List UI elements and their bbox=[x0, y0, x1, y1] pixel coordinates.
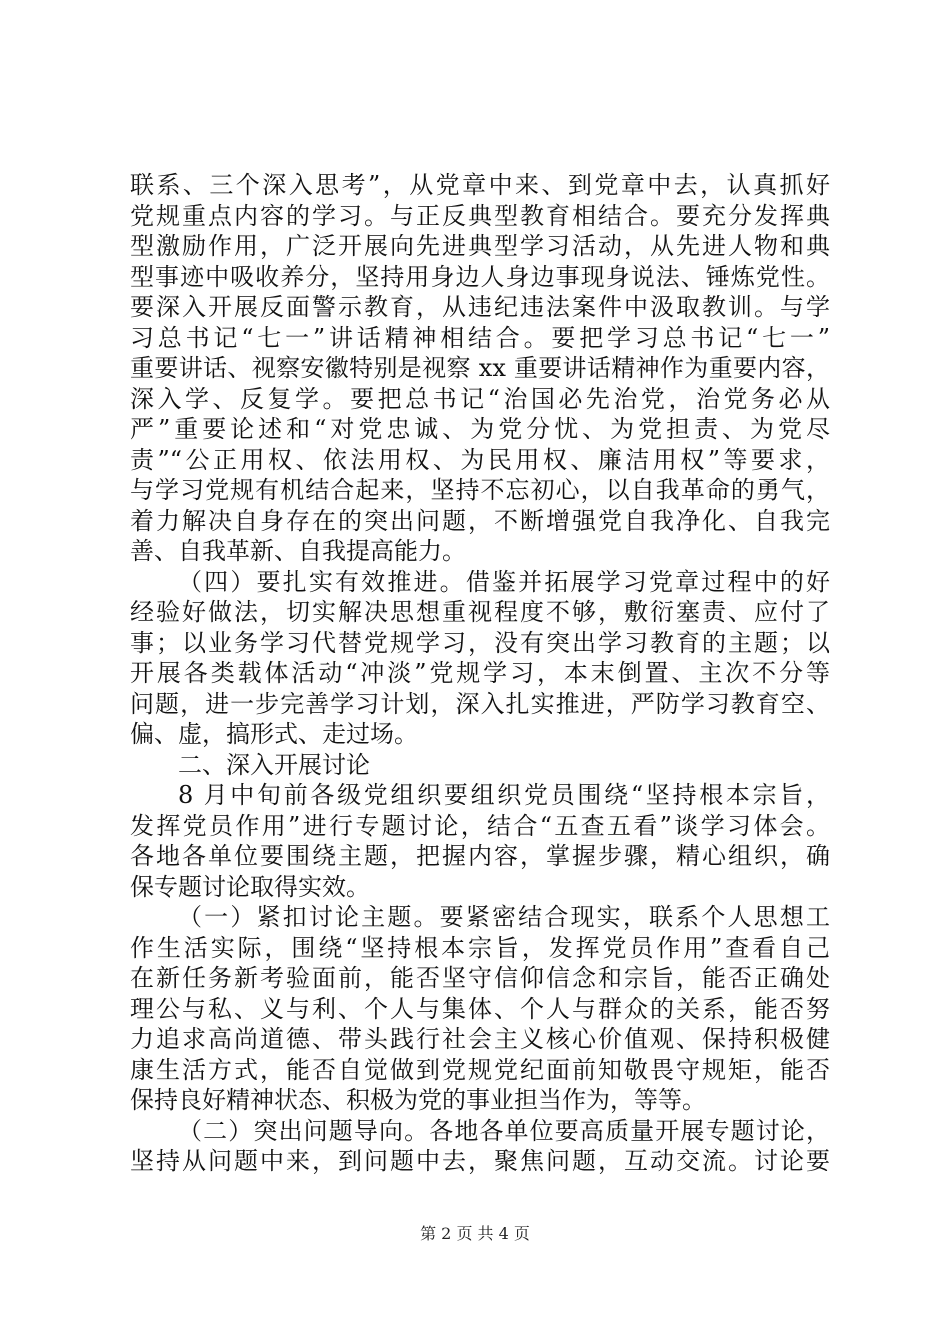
paragraph-start-line: （四）要扎实有效推进。借鉴并拓展学习党章过程中的好 bbox=[178, 567, 830, 596]
text-line: 在新任务新考验面前，能否坚守信仰信念和宗旨，能否正确处 bbox=[130, 964, 830, 992]
text-line: 各地各单位要围绕主题，把握内容，掌握步骤，精心组织，确 bbox=[130, 842, 830, 870]
text-line: 保持良好精神状态、积极为党的事业担当作为，等等。 bbox=[130, 1086, 706, 1114]
text-line: 理公与私、义与利、个人与集体、个人与群众的关系，能否努 bbox=[130, 994, 830, 1023]
text-line: 型激励作用，广泛开展向先进典型学习活动，从先进人物和典 bbox=[130, 232, 830, 260]
paragraph-start-line: （一）紧扣讨论主题。要紧密结合现实，联系个人思想工 bbox=[178, 903, 830, 931]
text-line: 与学习党规有机结合起来，坚持不忘初心，以自我革命的勇气， bbox=[130, 476, 830, 504]
text-line: 坚持从问题中来，到问题中去，聚焦问题，互动交流。讨论要 bbox=[130, 1147, 830, 1175]
text-line: 经验好做法，切实解决思想重视程度不够，敷衍塞责、应付了 bbox=[130, 598, 830, 626]
text-line: 型事迹中吸收养分，坚持用身边人身边事现身说法、锤炼党性。 bbox=[130, 262, 830, 291]
text-line: 着力解决自身存在的突出问题，不断增强党自我净化、自我完 bbox=[130, 506, 830, 535]
page-number-footer: 第 2 页 共 4 页 bbox=[420, 1224, 530, 1243]
paragraph-start-line: （二）突出问题导向。各地各单位要高质量开展专题讨论， bbox=[178, 1116, 830, 1145]
text-line: 康生活方式，能否自觉做到党规党纪面前知敬畏守规矩，能否 bbox=[130, 1055, 830, 1084]
paragraph-start-line: 8 月中旬前各级党组织要组织党员围绕“坚持根本宗旨， bbox=[178, 781, 830, 809]
text-line: 力追求高尚道德、带头践行社会主义核心价值观、保持积极健 bbox=[130, 1025, 830, 1053]
text-line: 重要讲话、视察安徽特别是视察 xx 重要讲话精神作为重要内容， bbox=[130, 354, 830, 382]
text-line: 要深入开展反面警示教育，从违纪违法案件中汲取教训。与学 bbox=[130, 293, 830, 321]
text-line: 偏、虚，搞形式、走过场。 bbox=[130, 720, 418, 748]
text-line: 习总书记“七一”讲话精神相结合。要把学习总书记“七一” bbox=[130, 323, 830, 352]
text-line: 党规重点内容的学习。与正反典型教育相结合。要充分发挥典 bbox=[130, 201, 830, 230]
text-line: 发挥党员作用”进行专题讨论，结合“五查五看”谈学习体会。 bbox=[130, 811, 830, 840]
text-line: 严”重要论述和“对党忠诚、为党分忧、为党担责、为党尽 bbox=[130, 415, 830, 443]
document-body bbox=[130, 170, 830, 1177]
text-line: 问题，进一步完善学习计划，深入扎实推进，严防学习教育空、 bbox=[130, 689, 830, 718]
section-heading: 二、深入开展讨论 bbox=[178, 750, 370, 779]
text-line: 责”“公正用权、依法用权、为民用权、廉洁用权”等要求， bbox=[130, 445, 830, 474]
text-line: 善、自我革新、自我提高能力。 bbox=[130, 537, 466, 565]
text-line: 联系、三个深入思考”，从党章中来、到党章中去，认真抓好 bbox=[130, 171, 830, 199]
text-line: 事；以业务学习代替党规学习，没有突出学习教育的主题；以 bbox=[130, 628, 830, 657]
text-line: 开展各类载体活动“冲淡”党规学习，本末倒置、主次不分等 bbox=[130, 659, 830, 687]
text-line: 作生活实际，围绕“坚持根本宗旨，发挥党员作用”查看自己 bbox=[130, 933, 830, 962]
text-line: 保专题讨论取得实效。 bbox=[130, 872, 370, 901]
text-line: 深入学、反复学。要把总书记“治国必先治党，治党务必从 bbox=[130, 384, 830, 413]
